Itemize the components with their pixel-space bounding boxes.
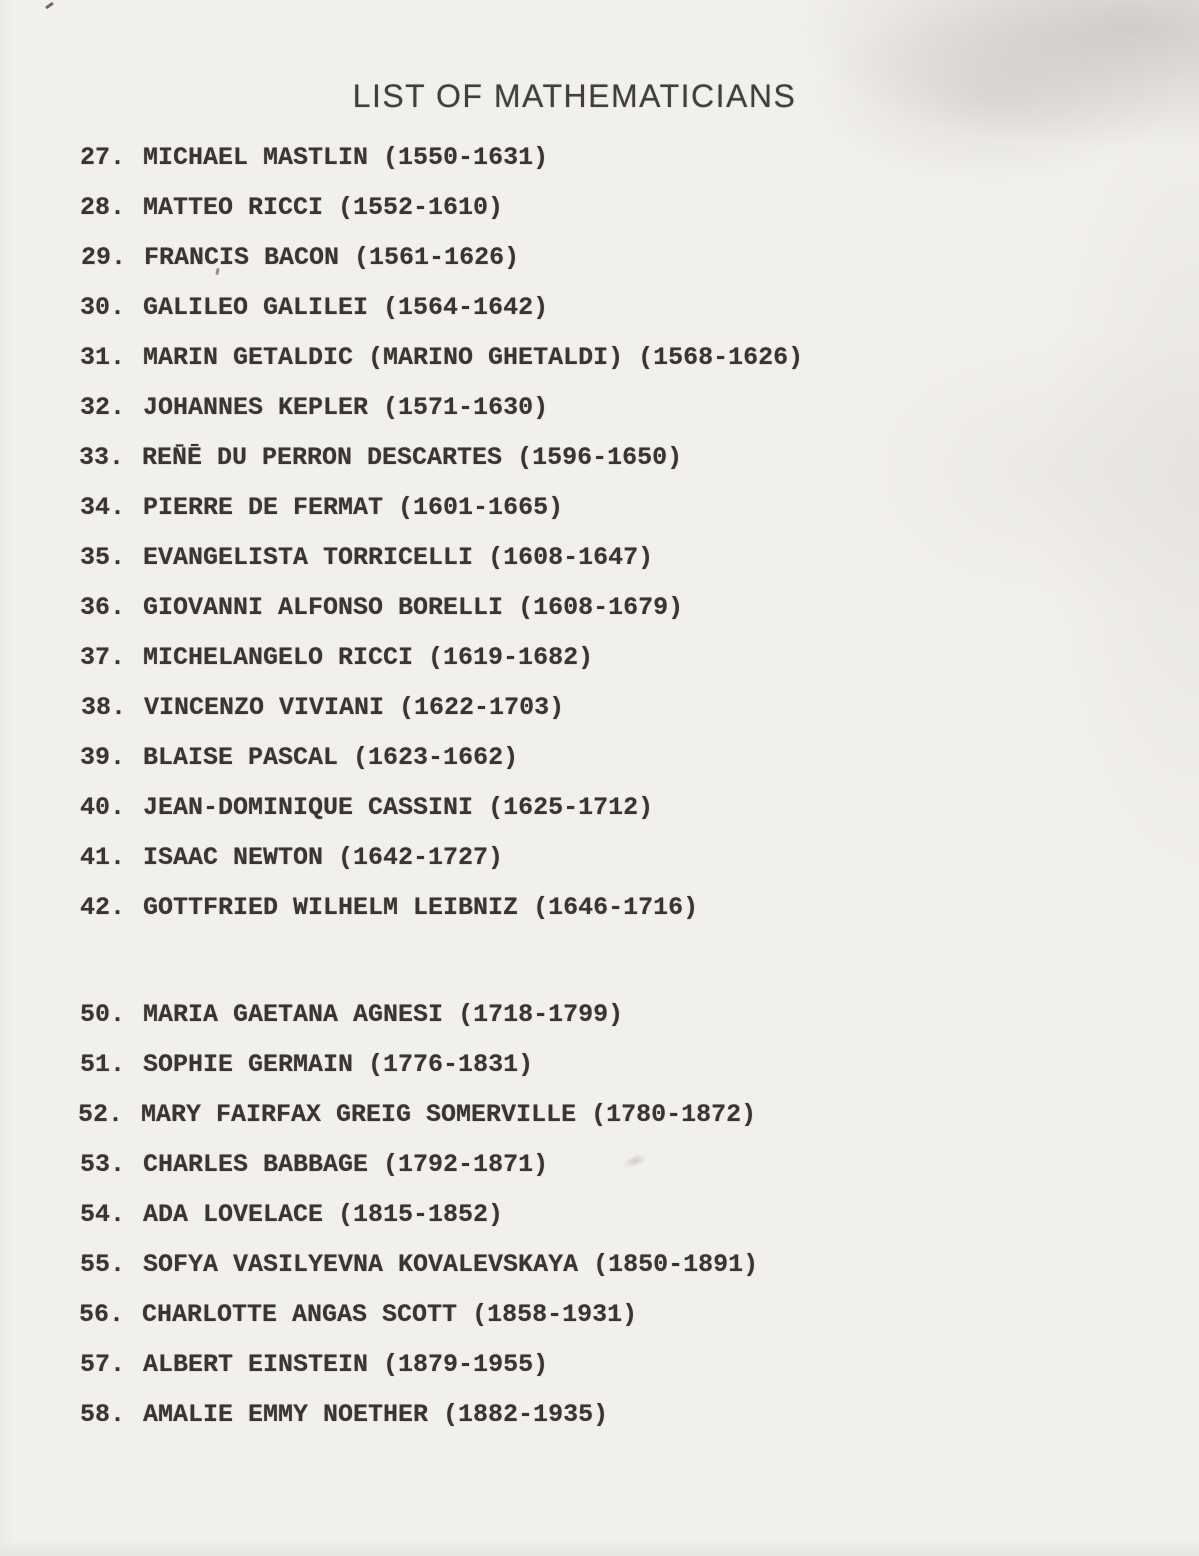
item-name: ADA LOVELACE [143,1200,324,1229]
page-title: LIST OF MATHEMATICIANS [352,78,797,114]
item-number: 41. [80,843,126,872]
item-years: (1622-1703) [399,693,565,722]
item-name: ISAAC NEWTON [143,843,324,872]
item-name: MICHAEL MASTLIN [143,143,369,172]
item-years: (1858-1931) [472,1300,638,1329]
item-years: (1642-1727) [338,843,504,872]
list-item [80,1200,1080,1250]
list-item [80,643,1080,693]
item-name: MARY FAIRFAX GREIG SOMERVILLE [141,1100,577,1129]
item-years: (1561-1626) [354,243,520,272]
list-item [81,243,1081,293]
list-item [79,443,1079,493]
item-number: 30. [80,293,126,322]
item-years: (1718-1799) [458,1000,624,1029]
item-years: (1882-1935) [443,1400,609,1429]
item-number: 50. [80,1000,126,1029]
list-item [80,343,1080,393]
item-name: ALBERT EINSTEIN [143,1350,369,1379]
list-item [80,743,1080,793]
item-number: 38. [81,693,127,722]
ink-speck [45,2,54,10]
item-number: 39. [80,743,126,772]
list-item [80,193,1080,243]
item-number: 27. [80,143,126,172]
list-item [80,543,1080,593]
list-item [79,1300,1079,1350]
list-item [80,1050,1080,1100]
item-years: (1601-1665) [398,493,564,522]
list-item [78,1100,1078,1150]
item-years: (1564-1642) [383,293,549,322]
list-item [80,593,1080,643]
item-name: REN̄Ē DU PERRON DESCARTES [142,443,503,472]
item-name: VINCENZO VIVIANI [144,693,385,722]
item-number: 56. [79,1300,125,1329]
list-item [80,1350,1080,1400]
item-number: 34. [80,493,126,522]
item-name: PIERRE DE FERMAT [143,493,384,522]
item-number: 29. [81,243,127,272]
list-item [80,793,1080,843]
list-item [80,1250,1080,1300]
list-item [80,143,1080,193]
item-years: (1623-1662) [353,743,519,772]
item-name: CHARLOTTE ANGAS SCOTT [142,1300,458,1329]
item-years: (1608-1679) [518,593,684,622]
item-name: GOTTFRIED WILHELM LEIBNIZ [143,893,519,922]
item-name: FRANCIS BACON [144,243,340,272]
item-number: 36. [80,593,126,622]
item-name: AMALIE EMMY NOETHER [143,1400,429,1429]
item-name: JOHANNES KEPLER [143,393,369,422]
item-years: (1596-1650) [517,443,683,472]
item-number: 40. [80,793,126,822]
item-years: (1619-1682) [428,643,594,672]
list-item [80,293,1080,343]
item-name: MICHELANGELO RICCI [143,643,414,672]
item-number: 32. [80,393,126,422]
list-item [80,1150,1080,1200]
mathematician-list [80,143,1080,1450]
item-years: (1776-1831) [368,1050,534,1079]
item-number: 53. [80,1150,126,1179]
list-item [80,1400,1080,1450]
list-item [80,843,1080,893]
item-number: 58. [80,1400,126,1429]
item-number: 55. [80,1250,126,1279]
item-number: 57. [80,1350,126,1379]
item-name: GIOVANNI ALFONSO BORELLI [143,593,504,622]
item-number: 31. [80,343,126,372]
item-years: (1550-1631) [383,143,549,172]
item-name: JEAN-DOMINIQUE CASSINI [143,793,474,822]
list-item [80,493,1080,543]
item-name: SOFYA VASILYEVNA KOVALEVSKAYA [143,1250,579,1279]
item-years: (1646-1716) [533,893,699,922]
item-years: (1625-1712) [488,793,654,822]
item-years: (1571-1630) [383,393,549,422]
item-years: (1815-1852) [338,1200,504,1229]
item-number: 42. [80,893,126,922]
item-years: (1850-1891) [593,1250,759,1279]
item-name: MARIN GETALDIC (MARINO GHETALDI) [143,343,624,372]
item-number: 54. [80,1200,126,1229]
item-number: 51. [80,1050,126,1079]
list-item [80,393,1080,443]
item-years: (1792-1871) [383,1150,549,1179]
item-name: GALILEO GALILEI [143,293,369,322]
item-years: (1879-1955) [383,1350,549,1379]
list-item [80,1000,1080,1050]
list-item [80,893,1080,943]
item-years: (1780-1872) [591,1100,757,1129]
item-name: EVANGELISTA TORRICELLI [143,543,474,572]
item-years: (1568-1626) [638,343,804,372]
list-gap [80,943,1080,1000]
item-number: 28. [80,193,126,222]
item-years: (1608-1647) [488,543,654,572]
item-name: SOPHIE GERMAIN [143,1050,354,1079]
item-name: CHARLES BABBAGE [143,1150,369,1179]
item-number: 52. [78,1100,124,1129]
list-item [81,693,1081,743]
item-name: BLAISE PASCAL [143,743,339,772]
item-number: 37. [80,643,126,672]
item-number: 35. [80,543,126,572]
item-years: (1552-1610) [338,193,504,222]
item-name: MARIA GAETANA AGNESI [143,1000,444,1029]
item-number: 33. [79,443,125,472]
item-name: MATTEO RICCI [143,193,324,222]
